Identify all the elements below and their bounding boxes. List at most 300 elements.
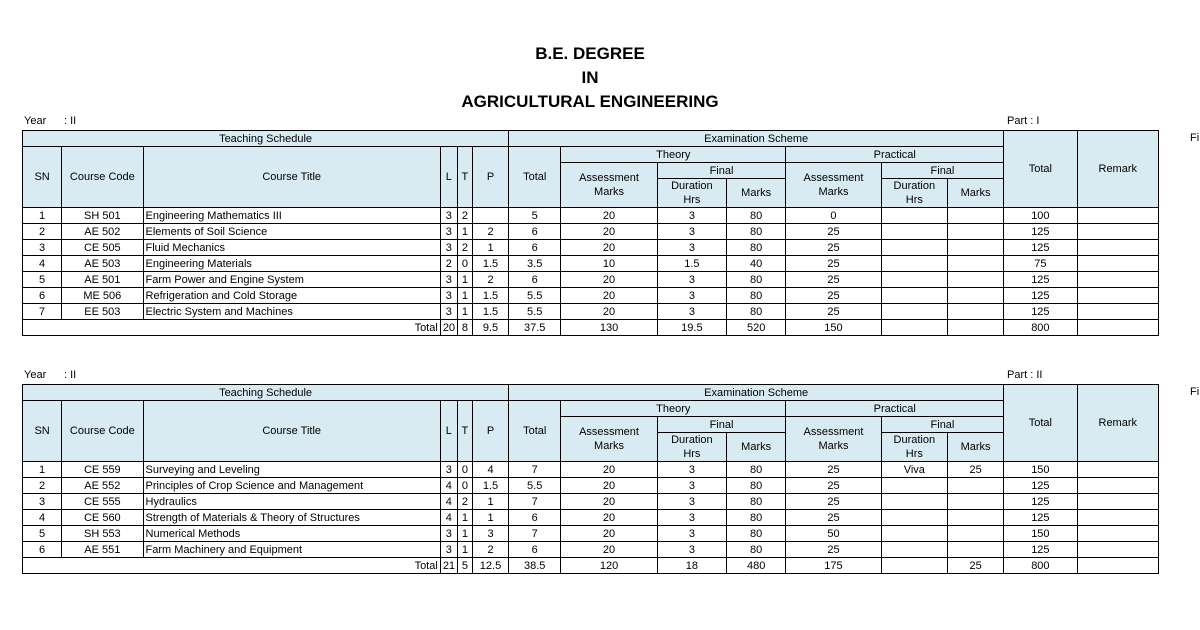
cell-th_marks: 80	[727, 526, 786, 542]
total-th_marks: 520	[727, 320, 786, 336]
cell-l: 3	[440, 542, 457, 558]
cell-l: 3	[440, 240, 457, 256]
cell-th_assess: 20	[561, 224, 657, 240]
hrs-label: Hrs	[905, 448, 923, 460]
cell-pr_assess: 25	[786, 288, 881, 304]
cell-th_assess: 20	[561, 526, 657, 542]
cell-grand: 150	[1004, 462, 1077, 478]
cell-pr_dur	[881, 240, 947, 256]
cell-code: AE 552	[62, 478, 143, 494]
cell-remark	[1077, 256, 1158, 272]
cell-total: 5.5	[509, 288, 561, 304]
assessment-marks-label: Marks	[594, 440, 624, 452]
hrs-label: Hrs	[905, 194, 923, 206]
cell-l: 3	[440, 526, 457, 542]
cell-th_assess: 20	[561, 494, 657, 510]
cell-title: Engineering Mathematics III	[143, 208, 440, 224]
cell-t: 0	[457, 478, 472, 494]
table-row	[23, 256, 1159, 272]
cell-title: Elements of Soil Science	[143, 224, 440, 240]
practical-final-header: Final	[881, 163, 1004, 179]
cell-pr_assess: 25	[786, 256, 881, 272]
cell-sn: 1	[23, 462, 62, 478]
cell-pr_marks	[947, 272, 1003, 288]
total-grand: 800	[1004, 320, 1077, 336]
cell-t: 1	[457, 304, 472, 320]
lecture-header: L	[440, 401, 457, 462]
cell-th_dur: 3	[657, 478, 726, 494]
examination-scheme-header: Examination Scheme	[509, 385, 1004, 401]
edge-text-2: Fi	[1190, 386, 1200, 398]
theory-header: Theory	[561, 147, 786, 163]
total-l: 20	[440, 320, 457, 336]
cell-title: Farm Machinery and Equipment	[143, 542, 440, 558]
cell-remark	[1077, 526, 1158, 542]
schedule-table-part-1	[22, 130, 1159, 336]
cell-sn: 2	[23, 478, 62, 494]
cell-title: Electric System and Machines	[143, 304, 440, 320]
cell-sn: 5	[23, 272, 62, 288]
cell-pr_marks	[947, 510, 1003, 526]
examination-scheme-header: Examination Scheme	[509, 131, 1004, 147]
hrs-label: Hrs	[683, 194, 701, 206]
cell-pr_assess: 25	[786, 304, 881, 320]
practical-header: Practical	[786, 147, 1004, 163]
cell-th_dur: 3	[657, 510, 726, 526]
total-t: 8	[457, 320, 472, 336]
cell-p	[472, 208, 508, 224]
total-p: 12.5	[472, 558, 508, 574]
cell-l: 3	[440, 224, 457, 240]
cell-code: EE 503	[62, 304, 143, 320]
table-row	[23, 526, 1159, 542]
cell-remark	[1077, 272, 1158, 288]
cell-grand: 125	[1004, 288, 1077, 304]
cell-pr_dur	[881, 208, 947, 224]
cell-total: 6	[509, 240, 561, 256]
degree-in: IN	[581, 68, 599, 87]
practical-assessment-header	[786, 417, 881, 462]
cell-th_dur: 3	[657, 272, 726, 288]
cell-p: 1	[472, 510, 508, 526]
cell-th_assess: 10	[561, 256, 657, 272]
cell-title: Surveying and Leveling	[143, 462, 440, 478]
cell-p: 1	[472, 240, 508, 256]
cell-sn: 7	[23, 304, 62, 320]
cell-title: Engineering Materials	[143, 256, 440, 272]
cell-p: 1.5	[472, 256, 508, 272]
year-label-1: Year	[24, 115, 47, 127]
table-row	[23, 240, 1159, 256]
cell-pr_assess: 25	[786, 494, 881, 510]
cell-pr_dur	[881, 304, 947, 320]
cell-pr_dur	[881, 526, 947, 542]
cell-l: 4	[440, 494, 457, 510]
teaching-schedule-header: Teaching Schedule	[23, 131, 509, 147]
cell-pr_marks	[947, 304, 1003, 320]
total-total: 37.5	[509, 320, 561, 336]
cell-code: AE 551	[62, 542, 143, 558]
course-code-header: Course Code	[62, 401, 143, 462]
table-row	[23, 288, 1159, 304]
total-pr_marks: 25	[947, 558, 1003, 574]
duration-label: Duration	[671, 434, 713, 446]
part-label-1: Part : I	[1007, 115, 1040, 127]
assessment-marks-label: Marks	[818, 440, 849, 452]
cell-pr_dur	[881, 478, 947, 494]
cell-pr_dur	[881, 224, 947, 240]
course-code-header: Course Code	[62, 147, 143, 208]
cell-total: 3.5	[509, 256, 561, 272]
total-th_assess: 120	[561, 558, 657, 574]
cell-remark	[1077, 462, 1158, 478]
assessment-label: Assessment	[579, 172, 639, 184]
table-row	[23, 304, 1159, 320]
total-p: 9.5	[472, 320, 508, 336]
cell-t: 2	[457, 208, 472, 224]
cell-th_assess: 20	[561, 304, 657, 320]
cell-l: 3	[440, 462, 457, 478]
cell-th_marks: 80	[727, 304, 786, 320]
remark-header: Remark	[1077, 385, 1158, 462]
cell-t: 1	[457, 510, 472, 526]
hours-total-header: Total	[509, 401, 561, 462]
cell-remark	[1077, 288, 1158, 304]
assessment-marks-label: Marks	[594, 186, 624, 198]
remark-header: Remark	[1077, 131, 1158, 208]
practical-hours-header: P	[472, 401, 508, 462]
cell-grand: 125	[1004, 240, 1077, 256]
cell-remark	[1077, 240, 1158, 256]
course-title-header: Course Title	[143, 147, 440, 208]
table-row	[23, 208, 1159, 224]
cell-code: CE 555	[62, 494, 143, 510]
cell-pr_marks	[947, 526, 1003, 542]
cell-sn: 4	[23, 510, 62, 526]
cell-th_assess: 20	[561, 478, 657, 494]
cell-pr_dur	[881, 510, 947, 526]
cell-grand: 75	[1004, 256, 1077, 272]
theory-duration-header	[657, 179, 726, 208]
table-row	[23, 224, 1159, 240]
year-label-2: Year	[24, 369, 47, 381]
assessment-label: Assessment	[579, 426, 639, 438]
cell-l: 2	[440, 256, 457, 272]
cell-pr_marks	[947, 224, 1003, 240]
cell-pr_dur	[881, 272, 947, 288]
cell-th_dur: 3	[657, 224, 726, 240]
cell-title: Strength of Materials & Theory of Structures	[143, 510, 440, 526]
cell-total: 7	[509, 462, 561, 478]
table-row	[23, 542, 1159, 558]
cell-p: 2	[472, 272, 508, 288]
cell-pr_marks: 25	[947, 462, 1003, 478]
cell-th_marks: 80	[727, 462, 786, 478]
cell-th_marks: 40	[727, 256, 786, 272]
totals-row	[23, 558, 1159, 574]
theory-assessment-header	[561, 163, 657, 208]
cell-t: 1	[457, 288, 472, 304]
cell-pr_assess: 25	[786, 542, 881, 558]
duration-label: Duration	[671, 180, 713, 192]
cell-code: AE 502	[62, 224, 143, 240]
total-th_dur: 19.5	[657, 320, 726, 336]
cell-th_assess: 20	[561, 542, 657, 558]
cell-code: AE 503	[62, 256, 143, 272]
cell-total: 6	[509, 510, 561, 526]
cell-sn: 4	[23, 256, 62, 272]
cell-p: 3	[472, 526, 508, 542]
practical-final-header: Final	[881, 417, 1004, 433]
cell-th_marks: 80	[727, 240, 786, 256]
total-th_dur: 18	[657, 558, 726, 574]
cell-t: 0	[457, 256, 472, 272]
practical-hours-header: P	[472, 147, 508, 208]
year-value-2: : II	[64, 369, 77, 381]
cell-p: 2	[472, 224, 508, 240]
cell-t: 1	[457, 272, 472, 288]
cell-remark	[1077, 478, 1158, 494]
practical-duration-header	[881, 433, 947, 462]
cell-code: AE 501	[62, 272, 143, 288]
assessment-marks-label: Marks	[818, 186, 849, 198]
total-total: 38.5	[509, 558, 561, 574]
cell-code: SH 553	[62, 526, 143, 542]
cell-th_assess: 20	[561, 288, 657, 304]
theory-final-header: Final	[657, 163, 786, 179]
cell-pr_marks	[947, 208, 1003, 224]
totals-row	[23, 320, 1159, 336]
total-th_marks: 480	[727, 558, 786, 574]
cell-remark	[1077, 208, 1158, 224]
cell-sn: 5	[23, 526, 62, 542]
cell-title: Hydraulics	[143, 494, 440, 510]
hrs-label: Hrs	[683, 448, 701, 460]
table-row	[23, 478, 1159, 494]
theory-duration-header	[657, 433, 726, 462]
cell-grand: 100	[1004, 208, 1077, 224]
table-row	[23, 462, 1159, 478]
cell-total: 6	[509, 224, 561, 240]
cell-pr_assess: 25	[786, 272, 881, 288]
teaching-schedule-header: Teaching Schedule	[23, 385, 509, 401]
cell-code: CE 559	[62, 462, 143, 478]
cell-th_dur: 3	[657, 526, 726, 542]
course-title-header: Course Title	[143, 401, 440, 462]
cell-total: 5.5	[509, 478, 561, 494]
cell-l: 3	[440, 288, 457, 304]
cell-pr_assess: 25	[786, 478, 881, 494]
lecture-header: L	[440, 147, 457, 208]
duration-label: Duration	[893, 180, 936, 192]
cell-th_marks: 80	[727, 478, 786, 494]
cell-p: 1.5	[472, 478, 508, 494]
cell-th_dur: 3	[657, 462, 726, 478]
totals-label: Total	[23, 320, 441, 336]
cell-grand: 125	[1004, 304, 1077, 320]
cell-pr_assess: 0	[786, 208, 881, 224]
cell-th_dur: 1.5	[657, 256, 726, 272]
practical-header: Practical	[786, 401, 1004, 417]
cell-pr_marks	[947, 240, 1003, 256]
theory-assessment-header	[561, 417, 657, 462]
cell-p: 1	[472, 494, 508, 510]
cell-pr_assess: 25	[786, 510, 881, 526]
cell-t: 1	[457, 526, 472, 542]
cell-p: 4	[472, 462, 508, 478]
cell-th_dur: 3	[657, 208, 726, 224]
cell-sn: 3	[23, 240, 62, 256]
table-row	[23, 510, 1159, 526]
total-remark	[1077, 320, 1158, 336]
table-row	[23, 494, 1159, 510]
cell-l: 3	[440, 304, 457, 320]
cell-th_dur: 3	[657, 288, 726, 304]
cell-th_marks: 80	[727, 224, 786, 240]
cell-th_assess: 20	[561, 462, 657, 478]
total-pr_dur	[881, 320, 947, 336]
cell-code: ME 506	[62, 288, 143, 304]
cell-p: 1.5	[472, 304, 508, 320]
cell-th_assess: 20	[561, 208, 657, 224]
cell-l: 3	[440, 272, 457, 288]
total-grand: 800	[1004, 558, 1077, 574]
cell-l: 4	[440, 478, 457, 494]
sn-header: SN	[23, 147, 62, 208]
cell-code: CE 560	[62, 510, 143, 526]
cell-pr_assess: 25	[786, 240, 881, 256]
part-label-2: Part : II	[1007, 369, 1043, 381]
cell-p: 1.5	[472, 288, 508, 304]
cell-pr_assess: 25	[786, 224, 881, 240]
cell-t: 0	[457, 462, 472, 478]
cell-t: 1	[457, 224, 472, 240]
program-title: AGRICULTURAL ENGINEERING	[461, 92, 719, 111]
edge-text-1: Fi	[1190, 132, 1200, 144]
cell-grand: 125	[1004, 510, 1077, 526]
cell-total: 7	[509, 494, 561, 510]
cell-th_assess: 20	[561, 510, 657, 526]
cell-remark	[1077, 304, 1158, 320]
cell-remark	[1077, 542, 1158, 558]
theory-marks-header: Marks	[727, 179, 786, 208]
cell-pr_marks	[947, 542, 1003, 558]
cell-remark	[1077, 510, 1158, 526]
hours-total-header: Total	[509, 147, 561, 208]
cell-total: 7	[509, 526, 561, 542]
cell-th_dur: 3	[657, 240, 726, 256]
cell-total: 5	[509, 208, 561, 224]
cell-title: Farm Power and Engine System	[143, 272, 440, 288]
theory-final-header: Final	[657, 417, 786, 433]
cell-total: 6	[509, 542, 561, 558]
cell-remark	[1077, 494, 1158, 510]
cell-th_dur: 3	[657, 494, 726, 510]
cell-title: Principles of Crop Science and Management	[143, 478, 440, 494]
cell-t: 2	[457, 494, 472, 510]
cell-th_marks: 80	[727, 510, 786, 526]
degree-title: B.E. DEGREE	[535, 44, 645, 63]
total-pr_dur	[881, 558, 947, 574]
cell-pr_marks	[947, 478, 1003, 494]
cell-pr_dur	[881, 288, 947, 304]
cell-total: 6	[509, 272, 561, 288]
cell-pr_assess: 50	[786, 526, 881, 542]
cell-sn: 3	[23, 494, 62, 510]
tutorial-header: T	[457, 147, 472, 208]
cell-pr_assess: 25	[786, 462, 881, 478]
total-l: 21	[440, 558, 457, 574]
cell-sn: 1	[23, 208, 62, 224]
schedule-table-part-2	[22, 384, 1159, 574]
theory-marks-header: Marks	[727, 433, 786, 462]
cell-grand: 125	[1004, 224, 1077, 240]
cell-code: SH 501	[62, 208, 143, 224]
cell-pr_marks	[947, 256, 1003, 272]
cell-grand: 125	[1004, 494, 1077, 510]
cell-sn: 6	[23, 288, 62, 304]
cell-th_dur: 3	[657, 542, 726, 558]
cell-grand: 125	[1004, 272, 1077, 288]
sn-header: SN	[23, 401, 62, 462]
cell-pr_dur	[881, 256, 947, 272]
cell-th_assess: 20	[561, 240, 657, 256]
cell-l: 4	[440, 510, 457, 526]
cell-th_assess: 20	[561, 272, 657, 288]
total-pr_assess: 175	[786, 558, 881, 574]
cell-title: Numerical Methods	[143, 526, 440, 542]
cell-th_marks: 80	[727, 542, 786, 558]
cell-grand: 125	[1004, 478, 1077, 494]
totals-label: Total	[23, 558, 441, 574]
cell-l: 3	[440, 208, 457, 224]
cell-title: Fluid Mechanics	[143, 240, 440, 256]
cell-pr_marks	[947, 288, 1003, 304]
cell-th_marks: 80	[727, 288, 786, 304]
assessment-label: Assessment	[803, 426, 864, 438]
cell-th_marks: 80	[727, 494, 786, 510]
total-pr_marks	[947, 320, 1003, 336]
cell-pr_dur	[881, 542, 947, 558]
practical-duration-header	[881, 179, 947, 208]
cell-pr_dur	[881, 494, 947, 510]
cell-t: 2	[457, 240, 472, 256]
assessment-label: Assessment	[803, 172, 864, 184]
cell-pr_dur: Viva	[881, 462, 947, 478]
cell-th_marks: 80	[727, 272, 786, 288]
grand-total-header: Total	[1004, 385, 1077, 462]
grand-total-header: Total	[1004, 131, 1077, 208]
practical-assessment-header	[786, 163, 881, 208]
cell-p: 2	[472, 542, 508, 558]
cell-remark	[1077, 224, 1158, 240]
practical-marks-header: Marks	[947, 179, 1003, 208]
theory-header: Theory	[561, 401, 786, 417]
table-row	[23, 272, 1159, 288]
cell-grand: 150	[1004, 526, 1077, 542]
total-remark	[1077, 558, 1158, 574]
cell-title: Refrigeration and Cold Storage	[143, 288, 440, 304]
cell-sn: 6	[23, 542, 62, 558]
year-value-1: : II	[64, 115, 77, 127]
total-pr_assess: 150	[786, 320, 881, 336]
total-th_assess: 130	[561, 320, 657, 336]
cell-th_marks: 80	[727, 208, 786, 224]
cell-sn: 2	[23, 224, 62, 240]
practical-marks-header: Marks	[947, 433, 1003, 462]
total-t: 5	[457, 558, 472, 574]
duration-label: Duration	[893, 434, 936, 446]
